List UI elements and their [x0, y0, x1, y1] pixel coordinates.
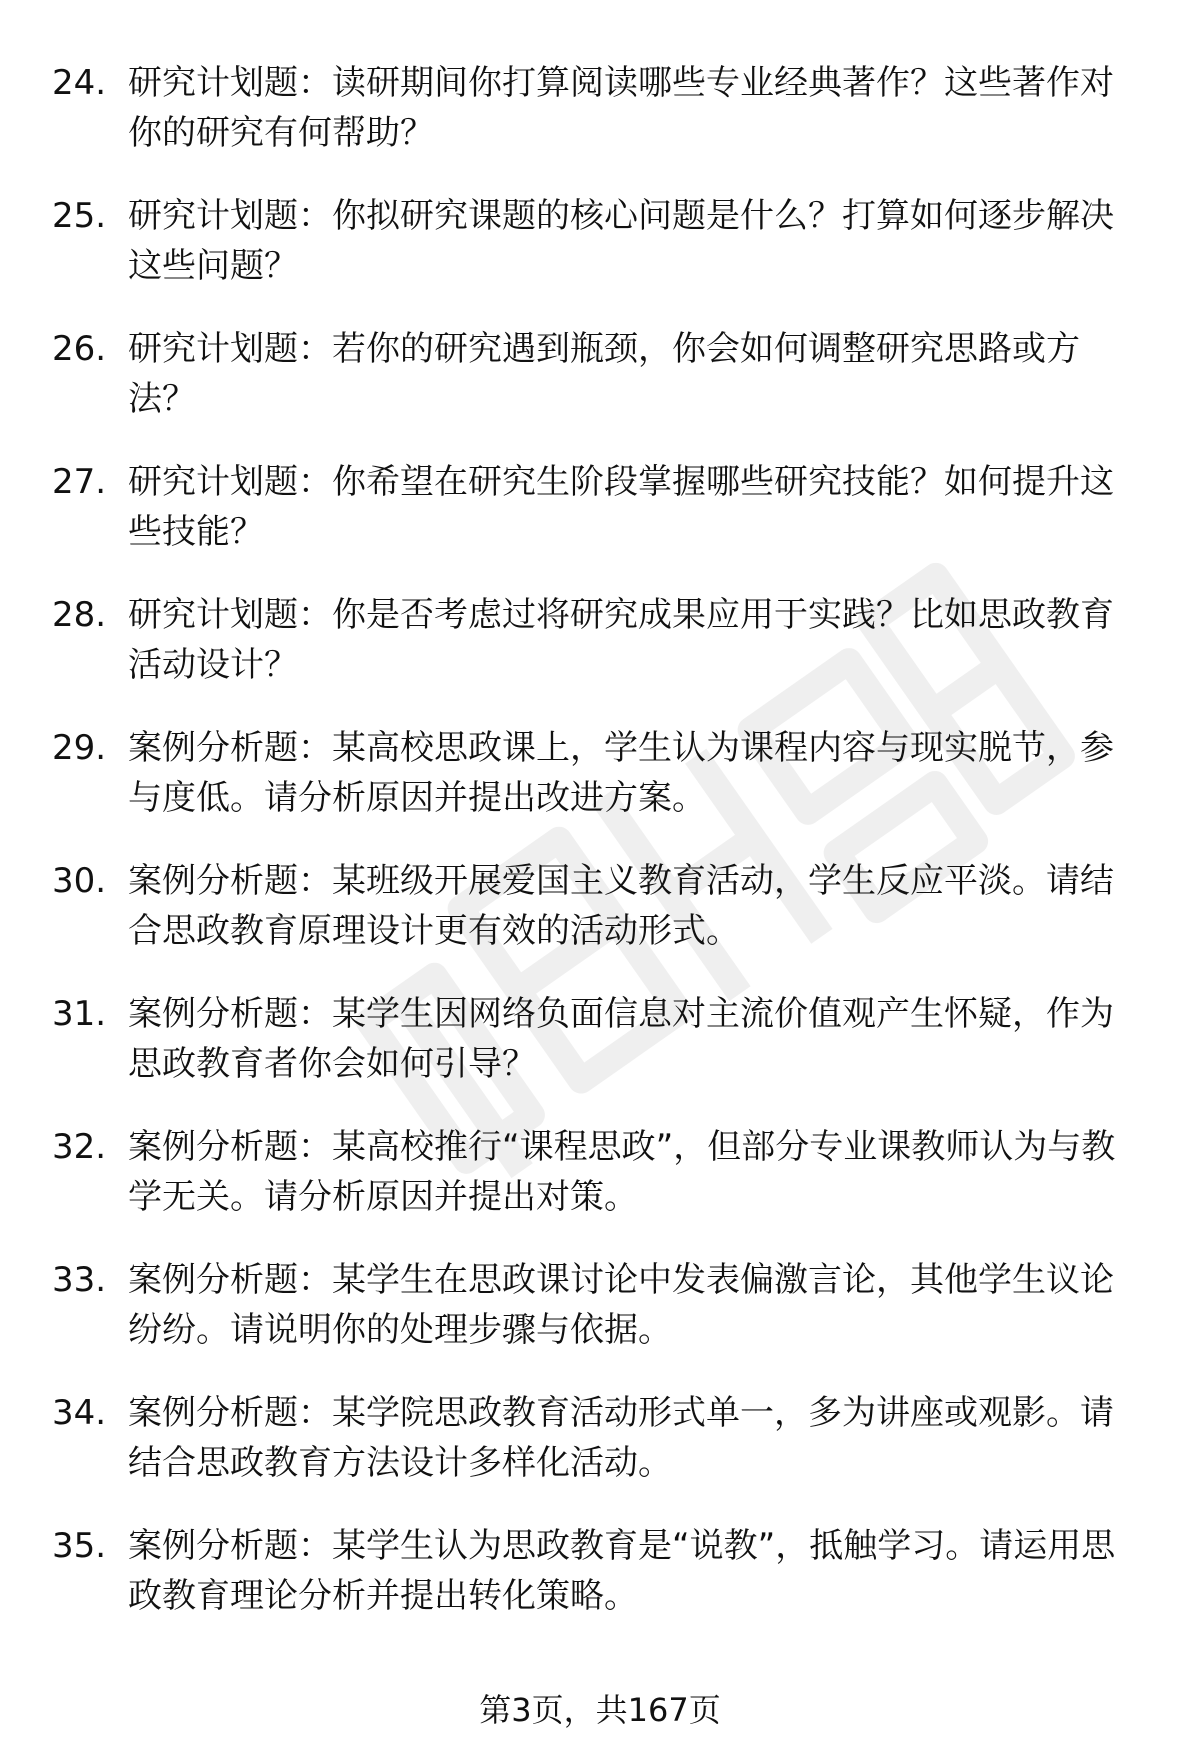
question-list — [52, 58, 1142, 1654]
question-number: 33. — [52, 1260, 107, 1300]
question-text: 案例分析题：某班级开展爱国主义教育活动，学生反应平淡。请结合思政教育原理设计更有效的活动形式。 — [128, 861, 1114, 951]
question-text: 案例分析题：某学生认为思政教育是“说教”，抵触学习。请运用思政教育理论分析并提出转化策略。 — [128, 1526, 1116, 1616]
list-item — [52, 856, 1142, 989]
question-text: 案例分析题：某高校思政课上，学生认为课程内容与现实脱节，参与度低。请分析原因并提出改进方案。 — [128, 728, 1114, 818]
list-item — [52, 457, 1142, 590]
list-item — [52, 723, 1142, 856]
list-item — [52, 324, 1142, 457]
question-text: 研究计划题：你是否考虑过将研究成果应用于实践？比如思政教育活动设计？ — [128, 595, 1114, 685]
question-text: 案例分析题：某学生因网络负面信息对主流价值观产生怀疑，作为思政教育者你会如何引导？ — [128, 994, 1114, 1084]
question-text: 案例分析题：某学生在思政课讨论中发表偏激言论，其他学生议论纷纷。请说明你的处理步骤与依据。 — [128, 1260, 1114, 1350]
question-text: 研究计划题：你拟研究课题的核心问题是什么？打算如何逐步解决这些问题？ — [128, 196, 1114, 286]
question-text: 案例分析题：某高校推行“课程思政”，但部分专业课教师认为与教学无关。请分析原因并提出对策。 — [128, 1127, 1116, 1217]
list-item — [52, 1255, 1142, 1388]
question-text: 研究计划题：读研期间你打算阅读哪些专业经典著作？这些著作对你的研究有何帮助？ — [128, 63, 1114, 153]
question-number: 24. — [52, 63, 107, 103]
question-number: 30. — [52, 861, 107, 901]
list-item — [52, 590, 1142, 723]
question-text: 案例分析题：某学院思政教育活动形式单一，多为讲座或观影。请结合思政教育方法设计多样化活动。 — [128, 1393, 1114, 1483]
list-item — [52, 58, 1142, 191]
question-number: 32. — [52, 1127, 107, 1167]
list-item — [52, 1122, 1142, 1255]
list-item — [52, 1521, 1142, 1654]
question-number: 25. — [52, 196, 107, 236]
page-footer: 第3页，共167页 — [479, 1691, 721, 1729]
question-number: 34. — [52, 1393, 107, 1433]
question-text: 研究计划题：你希望在研究生阶段掌握哪些研究技能？如何提升这些技能？ — [128, 462, 1114, 552]
list-item — [52, 1388, 1142, 1521]
question-number: 26. — [52, 329, 107, 369]
question-number: 27. — [52, 462, 107, 502]
list-item — [52, 989, 1142, 1122]
question-number: 29. — [52, 728, 107, 768]
question-number: 35. — [52, 1526, 107, 1566]
question-text: 研究计划题：若你的研究遇到瓶颈，你会如何调整研究思路或方法？ — [128, 329, 1080, 419]
question-number: 28. — [52, 595, 107, 635]
question-number: 31. — [52, 994, 107, 1034]
list-item — [52, 191, 1142, 324]
